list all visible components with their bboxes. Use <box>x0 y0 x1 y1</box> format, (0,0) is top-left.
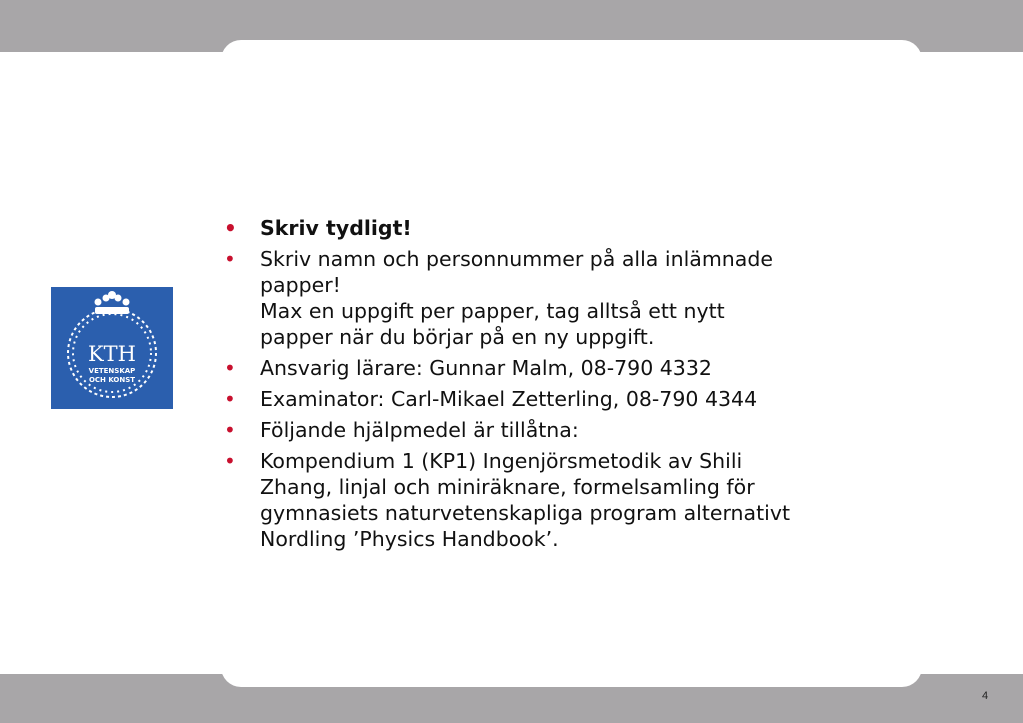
bullet-dot: • <box>224 418 236 442</box>
bullet-text: papper! <box>260 273 341 297</box>
slide-bottom-edge <box>221 660 922 687</box>
bullet-text: Skriv tydligt! <box>260 216 412 240</box>
bullet-text: Skriv namn och personnummer på alla inlämnade <box>260 247 773 271</box>
bullet-item-compendium <box>222 448 902 552</box>
logo-text-kth: KTH <box>87 342 137 366</box>
slide-top-edge <box>221 40 922 64</box>
bullet-text: Kompendium 1 (KP1) Ingenjörsmetodik av Shili <box>260 449 743 473</box>
bullet-dot: • <box>224 356 236 380</box>
bullet-item-responsible-teacher <box>222 355 902 381</box>
bullet-dot: • <box>224 387 236 411</box>
kth-seal-icon <box>51 287 173 409</box>
bullet-text: Examinator: Carl-Mikael Zetterling, 08-790 4344 <box>260 387 758 411</box>
bullet-item-write-clearly <box>222 215 902 241</box>
page-number: 4 <box>982 690 989 702</box>
bullet-list <box>222 215 902 552</box>
bullet-text: Följande hjälpmedel är tillåtna: <box>260 418 579 442</box>
logo-text-vetenskap: VETENSKAP <box>88 367 136 375</box>
bullet-dot: • <box>224 247 236 271</box>
slide-content <box>222 215 902 557</box>
bullet-text: Max en uppgift per papper, tag alltså ett nytt <box>260 299 725 323</box>
bullet-dot: • <box>224 449 236 473</box>
logo-text-och-konst: OCH KONST <box>88 376 136 384</box>
bullet-text: Nordling ’Physics Handbook’. <box>260 527 559 551</box>
bullet-text: Ansvarig lärare: Gunnar Malm, 08-790 4332 <box>260 356 712 380</box>
kth-logo <box>51 287 173 409</box>
bullet-item-allowed-aids <box>222 417 902 443</box>
bullet-dot: • <box>224 216 237 240</box>
bullet-item-examiner <box>222 386 902 412</box>
bullet-text: gymnasiets naturvetenskapliga program alternativt <box>260 501 790 525</box>
bullet-text: papper när du börjar på en ny uppgift. <box>260 325 655 349</box>
bullet-item-name-and-id <box>222 246 902 350</box>
bullet-text: Zhang, linjal och miniräknare, formelsamling för <box>260 475 755 499</box>
